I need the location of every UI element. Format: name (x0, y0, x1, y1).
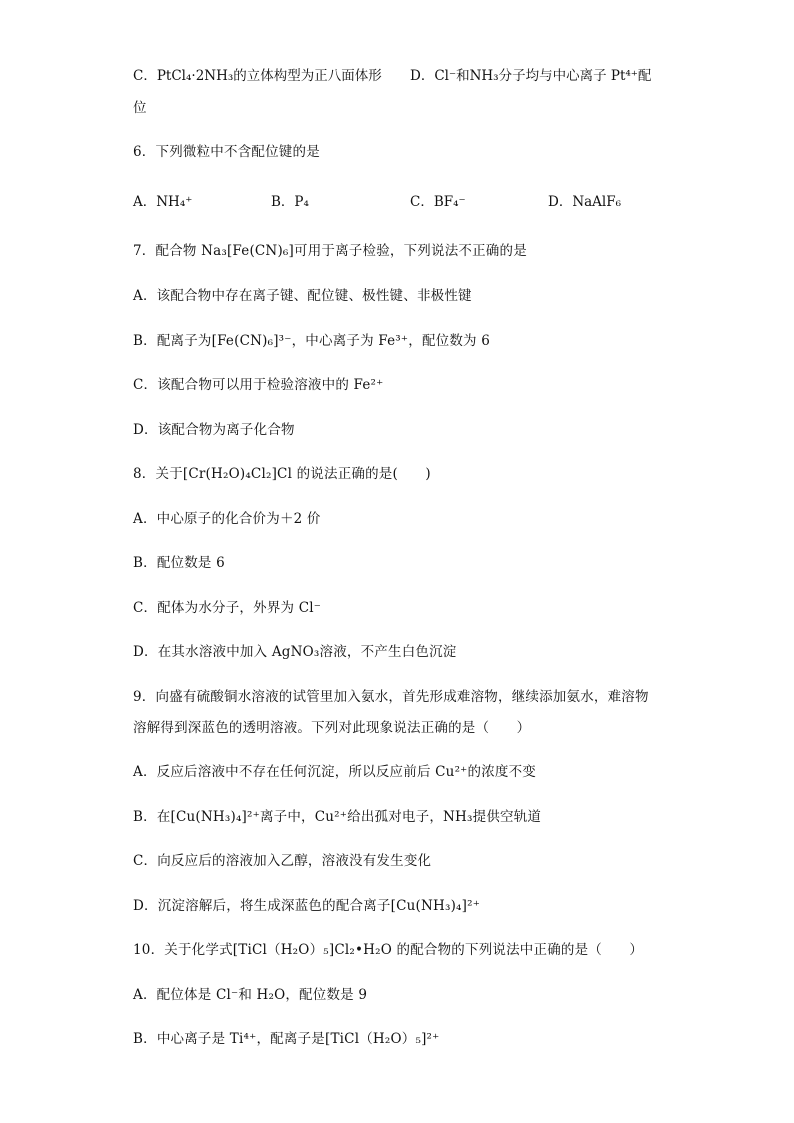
q6-option-d: D．NaAlF₆ (548, 194, 622, 210)
q5-option-d-continuation: 位 (133, 100, 147, 116)
q8-stem: 8．关于[Cr(H₂O)₄Cl₂]Cl 的说法正确的是( ) (133, 466, 431, 482)
q10-option-a: A．配位体是 Cl⁻和 H₂O，配位数是 9 (133, 987, 368, 1003)
q7-option-b: B．配离子为[Fe(CN)₆]³⁻，中心离子为 Fe³⁺，配位数为 6 (133, 333, 491, 349)
q7-option-c: C．该配合物可以用于检验溶液中的 Fe²⁺ (133, 377, 384, 393)
q6-option-c: C．BF₄⁻ (410, 194, 466, 210)
q9-option-a: A．反应后溶液中不存在任何沉淀，所以反应前后 Cu²⁺的浓度不变 (133, 764, 537, 780)
q7-option-a: A．该配合物中存在离子键、配位键、极性键、非极性键 (133, 288, 472, 304)
q9-option-c: C．向反应后的溶液加入乙醇，溶液没有发生变化 (133, 853, 432, 869)
q7-option-d: D．该配合物为离子化合物 (133, 422, 295, 438)
q5-option-d: D．Cl⁻和NH₃分子均与中心离子 Pt⁴⁺配 (410, 68, 652, 84)
q7-stem: 7．配合物 Na₃[Fe(CN)₆]可用于离子检验，下列说法不正确的是 (133, 243, 527, 259)
q5-option-c: C．PtCl₄·2NH₃的立体构型为正八面体形 (133, 68, 382, 84)
q8-option-a: A．中心原子的化合价为＋2 价 (133, 511, 321, 527)
q9-option-d: D．沉淀溶解后，将生成深蓝色的配合离子[Cu(NH₃)₄]²⁺ (133, 898, 481, 914)
q10-stem: 10．关于化学式[TiCl（H₂O）₅]Cl₂•H₂O 的配合物的下列说法中正确的是（ ） (133, 942, 644, 958)
q8-option-b: B．配位数是 6 (133, 555, 225, 571)
q6-option-a: A．NH₄⁺ (133, 194, 193, 210)
q8-option-d: D．在其水溶液中加入 AgNO₃溶液，不产生白色沉淀 (133, 644, 457, 660)
q9-option-b: B．在[Cu(NH₃)₄]²⁺离子中，Cu²⁺给出孤对电子，NH₃提供空轨道 (133, 809, 542, 825)
q9-stem-line2: 溶解得到深蓝色的透明溶液。下列对此现象说法正确的是（ ） (133, 720, 531, 736)
q6-stem: 6．下列微粒中不含配位键的是 (133, 144, 320, 160)
q6-option-b: B．P₄ (271, 194, 309, 210)
q9-stem-line1: 9．向盛有硫酸铜水溶液的试管里加入氨水，首先形成难溶物，继续添加氨水，难溶物 (133, 689, 649, 705)
q10-option-b: B．中心离子是 Ti⁴⁺，配离子是[TiCl（H₂O）₅]²⁺ (133, 1031, 440, 1047)
q8-option-c: C．配体为水分子，外界为 Cl⁻ (133, 600, 322, 616)
